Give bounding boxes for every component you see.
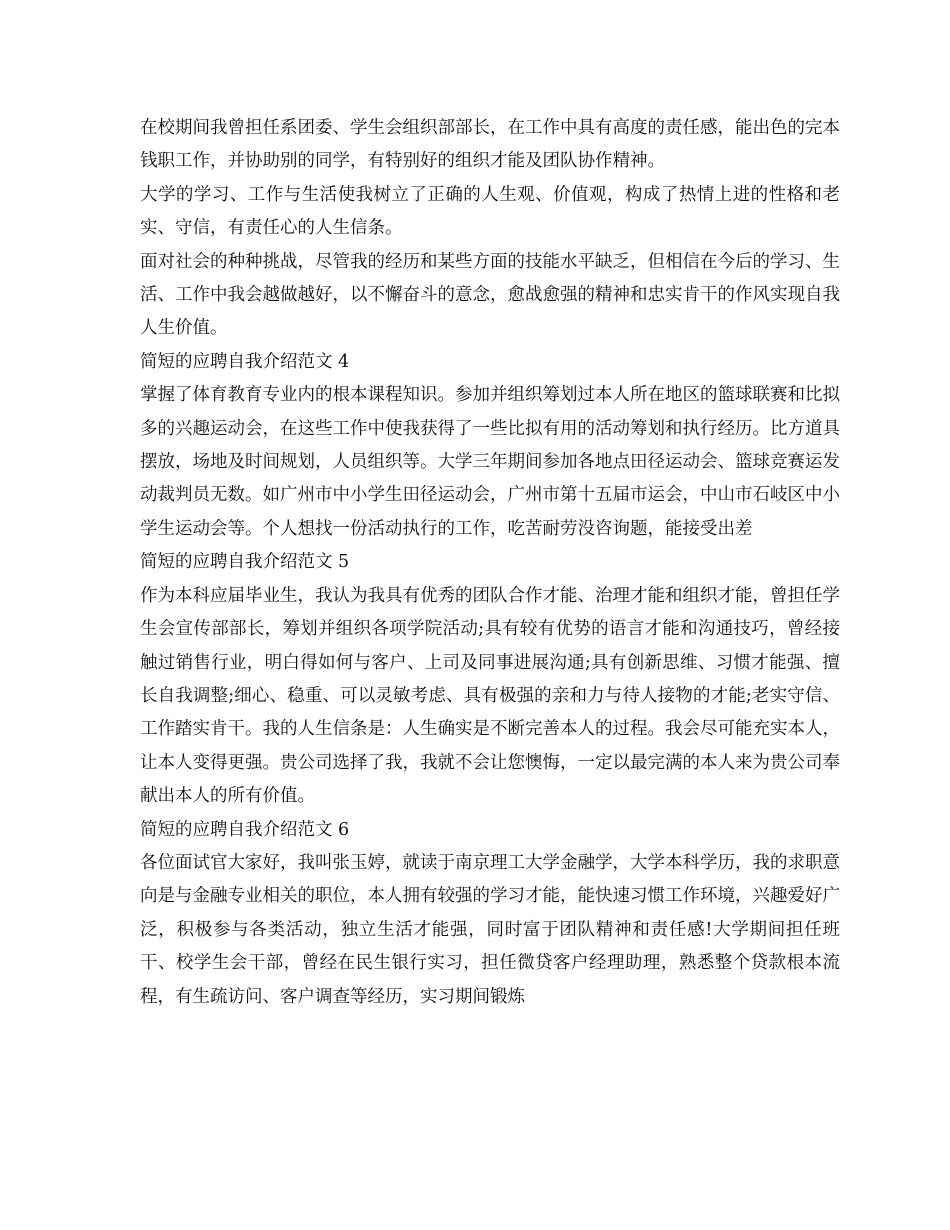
section-heading-5: 简短的应聘自我介绍范文 5	[140, 552, 350, 573]
section-heading-4: 简短的应聘自我介绍范文 4	[140, 351, 350, 372]
paragraph-student-union: 在校期间我曾担任系团委、学生会组织部部长，在工作中具有高度的责任感，能出色的完本钱职工作，并协助别的同学，有特别好的组织才能及团队协作精神。	[140, 118, 840, 172]
section-heading-6: 简短的应聘自我介绍范文 6	[140, 819, 350, 840]
document-body	[140, 112, 840, 1014]
section-body-5: 作为本科应届毕业生，我认为我具有优秀的团队合作才能、治理才能和组织才能，曾担任学生会宣传部部长，筹划并组织各项学院活动;具有较有优势的语言才能和沟通技巧，曾经接触过销售行业，明白得如何与客户、上司及同事进展沟通;具有创新思维、习惯才能强、擅长自我调整;细心、稳重、可以灵敏考虑、具有极强的亲和力与待人接物的才能;老实守信、工作踏实肯干。我的人生信条是：人生确实是不断完善本人的过程。我会尽可能充实本人，让本人变得更强。贵公司选择了我，我就不会让您懊悔，一定以最完满的本人来为贵公司奉献出本人的所有价值。	[140, 585, 840, 807]
section-body-6: 各位面试官大家好，我叫张玉婷，就读于南京理工大学金融学，大学本科学历，我的求职意向是与金融专业相关的职位，本人拥有较强的学习才能，能快速习惯工作环境，兴趣爱好广泛，积极参与各类活动，独立生活才能强，同时富于团队精神和责任感!大学期间担任班干、校学生会干部，曾经在民生银行实习，担任微贷客户经理助理，熟悉整个贷款根本流程，有生疏访问、客户调查等经历，实习期间锻炼	[140, 852, 840, 1007]
paragraph-life-values: 大学的学习、工作与生活使我树立了正确的人生观、价值观，构成了热情上进的性格和老实、守信，有责任心的人生信条。	[140, 184, 840, 239]
section-body-4: 掌握了体育教育专业内的根本课程知识。参加并组织筹划过本人所在地区的篮球联赛和比拟多的兴趣运动会，在这些工作中使我获得了一些比拟有用的活动筹划和执行经历。比方道具摆放，场地及时间规划，人员组织等。大学三年期间参加各地点田径运动会、篮球竞赛运发动裁判员无数。如广州市中小学生田径运动会，广州市第十五届市运会，中山市石岐区中小学生运动会等。个人想找一份活动执行的工作，吃苦耐劳没咨询题，能接受出差	[140, 385, 840, 539]
paragraph-challenges: 面对社会的种种挑战，尽管我的经历和某些方面的技能水平缺乏，但相信在今后的学习、生活、工作中我会越做越好，以不懈奋斗的意念，愈战愈强的精神和忠实肯干的作风实现自我人生价值。	[140, 251, 840, 339]
